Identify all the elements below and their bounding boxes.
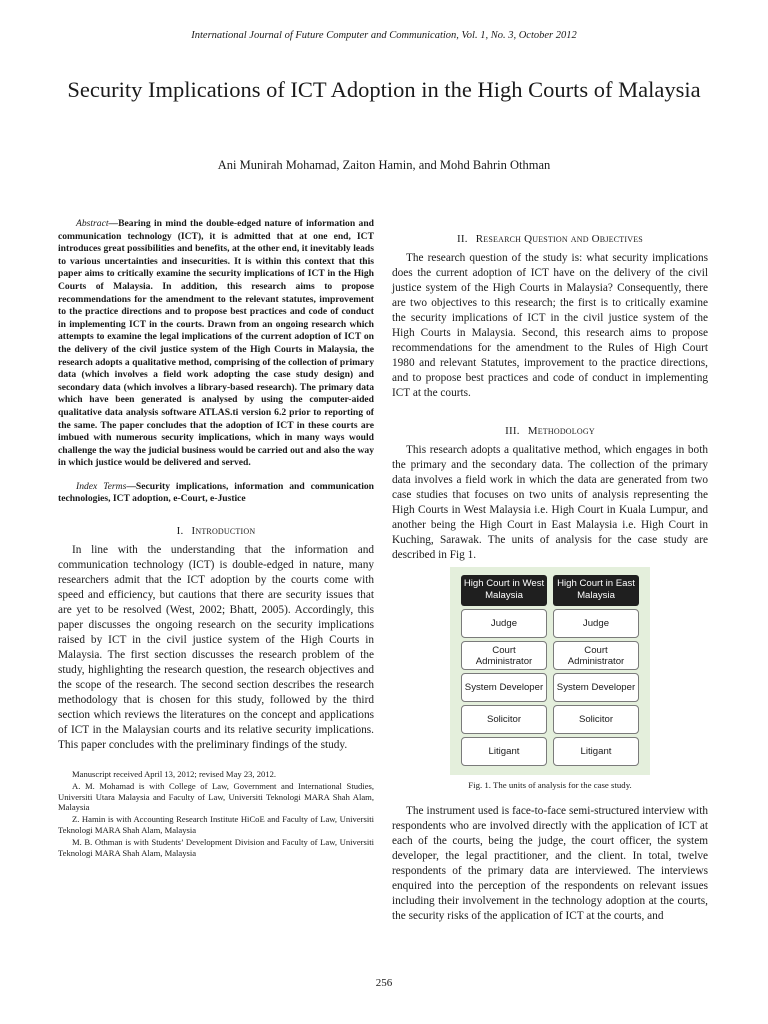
- figure-box: Litigant: [553, 737, 639, 766]
- figure-caption: Fig. 1. The units of analysis for the case study.: [468, 780, 632, 790]
- introduction-paragraph: In line with the understanding that the information and communication technology (ICT) is double-edged in nature, many researchers admit that the ICT adoption by the courts come with speed and efficiency, but cautions that there are security issues that are yet to be resolved (West, 2002; Bhatt, 2005). Accordingly, this paper discusses the ongoing research on the security implications raised by ICT in the civil justice system of the High Courts in Malaysia. The first section discusses the research problem of the study, highlighting the research question, the research objectives and the scope of the research. The second section describes the research methodology that is chosen for this study, followed by the third section which reviews the literatures on the concept and applications of ICT in the Malaysian courts and its relative security implications. This paper concludes with the preliminary findings of the study.: [58, 544, 374, 752]
- author-list: Ani Munirah Mohamad, Zaiton Hamin, and Mohd Bahrin Othman: [217, 158, 551, 172]
- research-question-paragraph: The research question of the study is: what security implications does the current adoption of ICT have on the delivery of the civil justice system of the High Courts in Malaysia? Consequently, there are two objectives to this research; the first is to critically examine the security implications of ICT in the civil justice system of the High Courts in Malaysia. Second, this research aims to propose recommendations for the amendment to the Rules of High Court 1980 and relevant Statutes, improvement to the practice directions, and to propose best practices and code of conduct in implementing ICT at the courts.: [392, 252, 708, 399]
- footnote-author-3: M. B. Othman is with Students’ Development Division and Faculty of Law, Universiti Teknologi MARA Shah Alam, Malaysia: [58, 836, 374, 858]
- methodology-paragraph-2: The instrument used is face-to-face semi-structured interview with respondents who are involved directly with the application of ICT at each of the courts, being the judge, the court officer, the system developer, the legal practitioner, and the client. In total, twelve respondents of the primary data are interviewed. The interviews enquired into the perception of the respondents on relevant issues including their involvement in the technology adoption at the courts, the security risks of the application of ICT at the courts, and: [392, 805, 708, 922]
- index-terms-text: Security implications, information and communication technologies, ICT adoption, e-Court, e-Justice: [58, 480, 375, 505]
- section-number: II.: [457, 233, 468, 245]
- index-terms-dash: —: [126, 480, 136, 492]
- abstract-dash: —: [108, 218, 119, 229]
- paper-title: Security Implications of ICT Adoption in the High Courts of Malaysia: [67, 77, 701, 102]
- section-number: III.: [505, 425, 520, 437]
- figure-box: System Developer: [461, 673, 547, 702]
- page-number: 256: [375, 977, 393, 989]
- footnote-author-1: A. M. Mohamad is with College of Law, Government and International Studies, Universiti Utara Malaysia and Faculty of Law, Universiti Teknologi MARA Shah Alam, Malaysia: [58, 780, 374, 813]
- section-title: Research Question and Objectives: [475, 233, 643, 245]
- footnote-author-2: Z. Hamin is with Accounting Research Institute HiCoE and Faculty of Law, Universiti Teknologi MARA Shah Alam, Malaysia: [58, 814, 374, 836]
- section-title: Introduction: [191, 525, 256, 538]
- section-number: I.: [176, 525, 184, 538]
- section-heading-methodology: [392, 425, 708, 437]
- figure-box: Solicitor: [461, 705, 547, 734]
- figure-column-east: [553, 575, 639, 766]
- methodology-paragraph: This research adopts a qualitative method, which engages in both the primary and the secondary data. The collection of the primary data involves a field work in which the data are generated from two case studies that focuses on two units of analysis representing the High Courts in West Malaysia i.e. High Court in Kuala Lumpur, and another being the High Court in East Malaysia i.e. High Court in Kuching, Sarawak. The units of analysis for the case study are described in Fig 1.: [392, 444, 708, 561]
- figure-column-west: [461, 575, 547, 766]
- figure-box: Court Administrator: [461, 641, 547, 670]
- section-title: Methodology: [527, 425, 595, 437]
- section-heading-research-question: [392, 233, 708, 245]
- footnotes: [58, 769, 374, 858]
- right-column: [392, 233, 708, 924]
- units-of-analysis-figure: [450, 567, 650, 775]
- figure-box: Judge: [461, 609, 547, 638]
- figure-box: Solicitor: [553, 705, 639, 734]
- abstract-text: Bearing in mind the double-edged nature of information and communication technology (ICT), it is admitted that at one end, ICT introduces great possibilities and benefits, at the other end, it inevitably leads to various uncertainties and insecurities. It is within this context that this paper aims to critically examine the security implications of ICT in the High Courts of Malaysia. In addition, this research aims to propose recommendations for the amendment to the relevant statutes, improvement to the practice directions and to propose best practices and code of conduct in implementing ICT in the courts. Drawn from an ongoing research which attempts to examine the legal implications of the current adoption of ICT on the delivery of the civil justice system of the High Courts in Malaysia, the research adopts a qualitative method, comprising of the collection of primary data (which involves a field work adopting the case study design) and secondary data (which involves a library-based research). The primary data which have been generated is analysed by using the computer-aided qualitative data analysis software ATLAS.ti version 6.2 prior to reporting of the same. The paper concludes that the adoption of ICT in these courts are imbued with numerous security implications, which in many ways would challenge the way the judicial business would be carried out and also the way in which justice would be delivered and served.: [58, 218, 374, 469]
- journal-header: International Journal of Future Computer and Communication, Vol. 1, No. 3, October 2012: [191, 30, 577, 41]
- abstract: [58, 218, 374, 470]
- figure-box: Judge: [553, 609, 639, 638]
- abstract-label: Abstract: [76, 218, 109, 229]
- section-heading-introduction: [58, 525, 374, 537]
- left-column: [58, 218, 374, 859]
- figure-header-west: High Court in West Malaysia: [461, 575, 547, 606]
- index-terms: [58, 481, 374, 506]
- index-terms-label: Index Terms: [76, 480, 127, 492]
- figure-box: System Developer: [553, 673, 639, 702]
- figure-box: Litigant: [461, 737, 547, 766]
- figure-box: Court Administrator: [553, 641, 639, 670]
- footnote-manuscript: Manuscript received April 13, 2012; revised May 23, 2012.: [72, 769, 277, 780]
- figure-header-east: High Court in East Malaysia: [553, 575, 639, 606]
